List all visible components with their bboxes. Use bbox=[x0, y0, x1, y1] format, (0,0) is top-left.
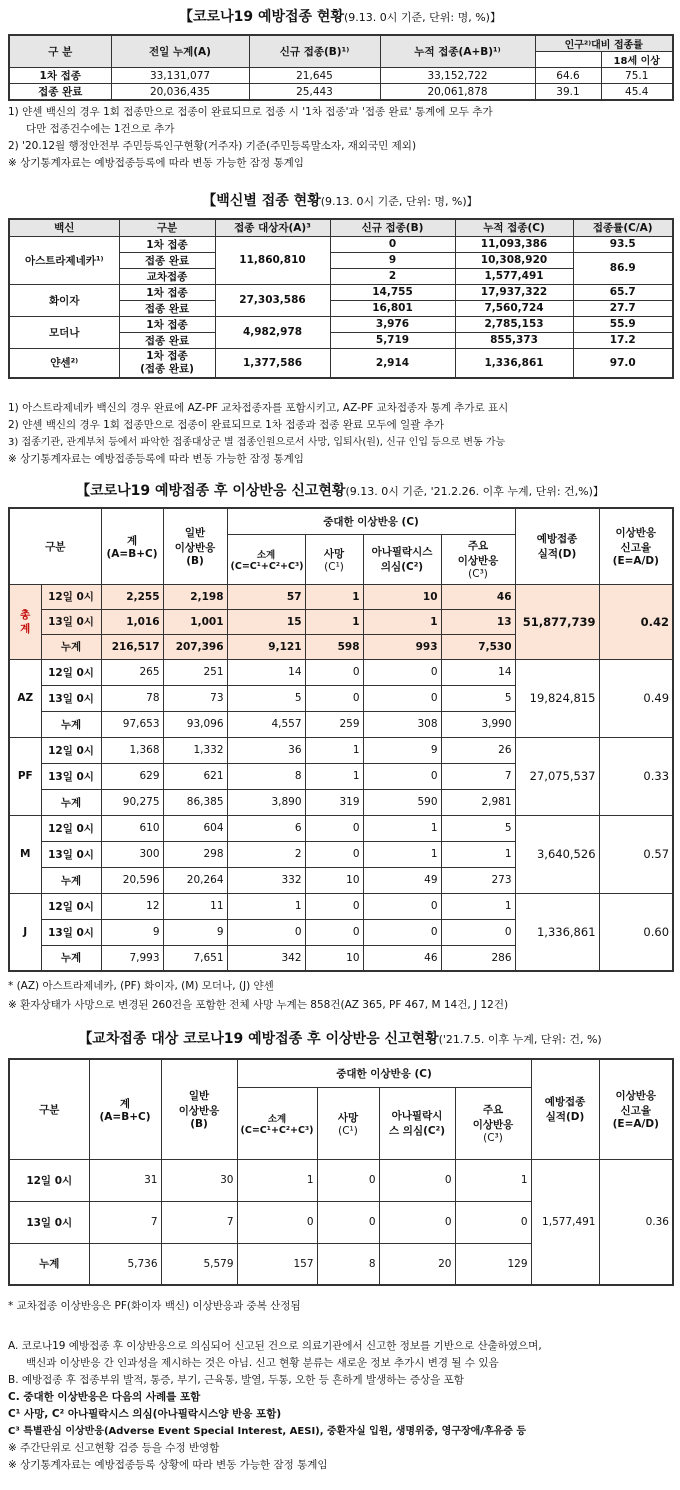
table-row: 13일 0시 78 73 5 0 0 5 bbox=[9, 685, 673, 711]
group-label: 총계 bbox=[9, 584, 41, 659]
col-gubun: 구 분 bbox=[9, 35, 111, 68]
table-row: M 12일 0시 610 604 6 0 1 5 3,640,526 0.57 bbox=[9, 815, 673, 841]
adverse-event-table: 구분 계 (A=B+C) 일반 이상반응 (B) 중대한 이상반응 (C) 예방접종 실적(D) 이상반응 신고율 (E=A/D) 소계 (C=C¹+C²+C³) 사망 (C¹) 아나필락시스 의심(C²) 주요 이상반응 (C³) 총계 12일 0시 2,255 2,198 57 1 10 46 51,877,739 0.42 13일 0시 1,016 1,001 15 1 1 13 누계 216,517 207,396 9,121 598 993 7,530 AZ 12일 0시 265 251 14 0 0 14 19,824,815 0.49 13일 0시 78 73 5 0 0 5 누계 97,653 93,096 4,557 259 308 3,990 PF 12일 0시 1,368 1,332 36 1 9 26 27,075,537 0.33 13일 0시 629 621 8 1 0 7 누계 90,275 86,385 3,890 319 590 2,981 M 12일 0시 610 604 6 0 1 5 3,640,526 0.57 13일 0시 300 298 2 0 1 1 누계 20,596 20,264 332 10 49 273 J 12일 0시 12 11 1 0 0 1 1,336,861 0.60 13일 0시 9 9 0 0 0 0 누계 7,993 7,651 342 10 46 286 bbox=[8, 507, 674, 972]
group-label: J bbox=[9, 893, 41, 971]
section3-title: 【코로나19 예방접종 후 이상반응 신고현황(9.13. 0시 기준, '21.2.26. 이후 누계, 단위: 건,%)】 bbox=[76, 483, 604, 499]
table-row: 13일 0시 1,016 1,001 15 1 1 13 bbox=[9, 609, 673, 634]
cross-vaccination-adverse-table: 구분 계 (A=B+C) 일반 이상반응 (B) 중대한 이상반응 (C) 예방접종 실적(D) 이상반응 신고율 (E=A/D) 소계 (C=C¹+C²+C³) 사망 (C¹) 아나필락시 스 의심(C²) 주요 이상반응 (C³) 12일 0시 31 30 1 0 0 1 1,577,491 0.36 13일 0시 7 7 0 0 0 0 누계 5,736 5,579 157 8 20 129 bbox=[8, 1058, 674, 1286]
col-prev: 전일 누계(A) bbox=[111, 35, 249, 68]
section2-notes: 1) 아스트라제네카 백신의 경우 완료에 AZ-PF 교차접종자를 포함시키고, AZ-PF 교차접종자 통계 추가로 표시 2) 얀센 백신의 경우 1회 접종만으로 접종이 완료되므로 1차 접종과 접종 완료 모두에 일괄 추가 3) 접종기관, 관계부처 등에서 파악한 접종대상군 별 접종인원으로서 사망, 입퇴사(원), 신규 인입 등으로 변동 가능 ※ 상기통계자료는 예방접종등록에 따라 변동 가능한 잠정 통계임 bbox=[8, 402, 509, 465]
table-row: AZ 12일 0시 265 251 14 0 0 14 19,824,815 0.49 bbox=[9, 659, 673, 685]
vaccine-type-table: 백신 구분 접종 대상자(A)³ 신규 접종(B) 누적 접종(C) 접종률(C/A) 아스트라제네카¹⁾ 1차 접종 11,860,810 0 11,093,386 93.5 접종 완료 9 10,308,920 86.9 교차접종 2 1,577,491 화이자 1차 접종 27,303,586 14,755 17,937,322 65.7 접종 완료 16,801 7,560,724 27.7 모더나 1차 접종 4,982,978 3,976 2,785,153 55.9 접종 완료 5,719 855,373 17.2 얀센²⁾ 1차 접종 (접종 완료) 1,377,586 2,914 1,336,861 97.0 bbox=[8, 218, 674, 379]
section1-title: 【코로나19 예방접종 현황(9.13. 0시 기준, 단위: 명, %)】 bbox=[179, 9, 501, 25]
col-new: 신규 접종(B)¹⁾ bbox=[249, 35, 380, 68]
col-cum: 누적 접종(A+B)¹⁾ bbox=[380, 35, 535, 68]
col-rate: 인구²⁾대비 접종률 bbox=[535, 35, 673, 52]
vaccine-az: 아스트라제네카¹⁾ bbox=[9, 236, 119, 284]
vaccine-pf: 화이자 bbox=[9, 284, 119, 316]
table-row: 13일 0시 629 621 8 1 0 7 bbox=[9, 763, 673, 789]
table-row: 누계 90,275 86,385 3,890 319 590 2,981 bbox=[9, 789, 673, 815]
section4-note: * 교차접종 이상반응은 PF(화이자 백신) 이상반응과 중복 산정됨 bbox=[8, 1300, 301, 1312]
table-row: 총계 12일 0시 2,255 2,198 57 1 10 46 51,877,739 0.42 bbox=[9, 584, 673, 609]
vaccine-j: 얀센²⁾ bbox=[9, 348, 119, 378]
group-label: PF bbox=[9, 737, 41, 815]
col-adult: 18세 이상 bbox=[601, 52, 673, 68]
footer-notes: A. 코로나19 예방접종 후 이상반응으로 의심되어 신고된 건으로 의료기관에서 신고한 정보를 기반으로 산출하였으며, 백신과 이상반응 간 인과성을 제시하는 것은 아님. 신고 현황 분류는 새로운 정보 추가시 변경 될 수 있음 B. 예방접종 후 접종부위 발적, 통증, 부기, 근육통, 발열, 두통, 오한 등 흔하게 발생하는 증상을 포함 C. 중대한 이상반응은 다음의 사례를 포함 C¹ 사망, C² 아나필락시스 의심(아나필락시스양 반응 포함) C³ 특별관심 이상반응(Adverse Event Special Interest, AESI), 중환자실 입원, 생명위중, 영구장애/후유증 등 ※ 주간단위로 신고현황 검증 등을 수정 반영함 ※ 상기통계자료는 예방접종등록 상황에 따라 변동 가능한 잠정 통계임 bbox=[8, 1340, 542, 1471]
table-row: 누계 5,736 5,579 157 8 20 129 bbox=[9, 1243, 673, 1285]
table-row: J 12일 0시 12 11 1 0 0 1 1,336,861 0.60 bbox=[9, 893, 673, 919]
section1-notes: 1) 얀센 백신의 경우 1회 접종만으로 접종이 완료되므로 접종 시 '1차 접종'과 '접종 완료' 통계에 모두 추가 다만 접종건수에는 1건으로 추가 2) '20.12월 행정안전부 주민등록인구현황(거주자) 기준(주민등록말소자, 재외국민 제외) ※ 상기통계자료는 예방접종등록에 따라 변동 가능한 잠정 통계임 bbox=[8, 106, 493, 169]
group-label: AZ bbox=[9, 659, 41, 737]
table-row: 13일 0시 7 7 0 0 0 0 bbox=[9, 1201, 673, 1243]
table-row: 1차 접종 33,131,077 21,645 33,152,722 64.6 75.1 bbox=[9, 68, 673, 84]
table-row: 13일 0시 300 298 2 0 1 1 bbox=[9, 841, 673, 867]
group-label: M bbox=[9, 815, 41, 893]
table-row: 누계 7,993 7,651 342 10 46 286 bbox=[9, 945, 673, 971]
table-row: 13일 0시 9 9 0 0 0 0 bbox=[9, 919, 673, 945]
section2-title: 【백신별 접종 현황(9.13. 0시 기준, 단위: 명, %)】 bbox=[202, 193, 478, 209]
vaccine-m: 모더나 bbox=[9, 316, 119, 348]
table-row: 12일 0시 31 30 1 0 0 1 1,577,491 0.36 bbox=[9, 1159, 673, 1201]
table-row: 누계 20,596 20,264 332 10 49 273 bbox=[9, 867, 673, 893]
section3-notes: * (AZ) 아스트라제네카, (PF) 화이자, (M) 모더나, (J) 얀센 ※ 환자상태가 사망으로 변경된 260건을 포함한 전체 사망 누계는 858건(AZ 365, PF 467, M 14건, J 12건) bbox=[8, 980, 509, 1011]
table-row: 누계 97,653 93,096 4,557 259 308 3,990 bbox=[9, 711, 673, 737]
section4-title: 【교차접종 대상 코로나19 예방접종 후 이상반응 신고현황('21.7.5. 이후 누계, 단위: 건, %) bbox=[78, 1031, 602, 1047]
vaccination-status-table bbox=[8, 34, 674, 101]
table-row: 누계 216,517 207,396 9,121 598 993 7,530 bbox=[9, 634, 673, 659]
table-row: 접종 완료 20,036,435 25,443 20,061,878 39.1 45.4 bbox=[9, 84, 673, 101]
table-row: PF 12일 0시 1,368 1,332 36 1 9 26 27,075,537 0.33 bbox=[9, 737, 673, 763]
